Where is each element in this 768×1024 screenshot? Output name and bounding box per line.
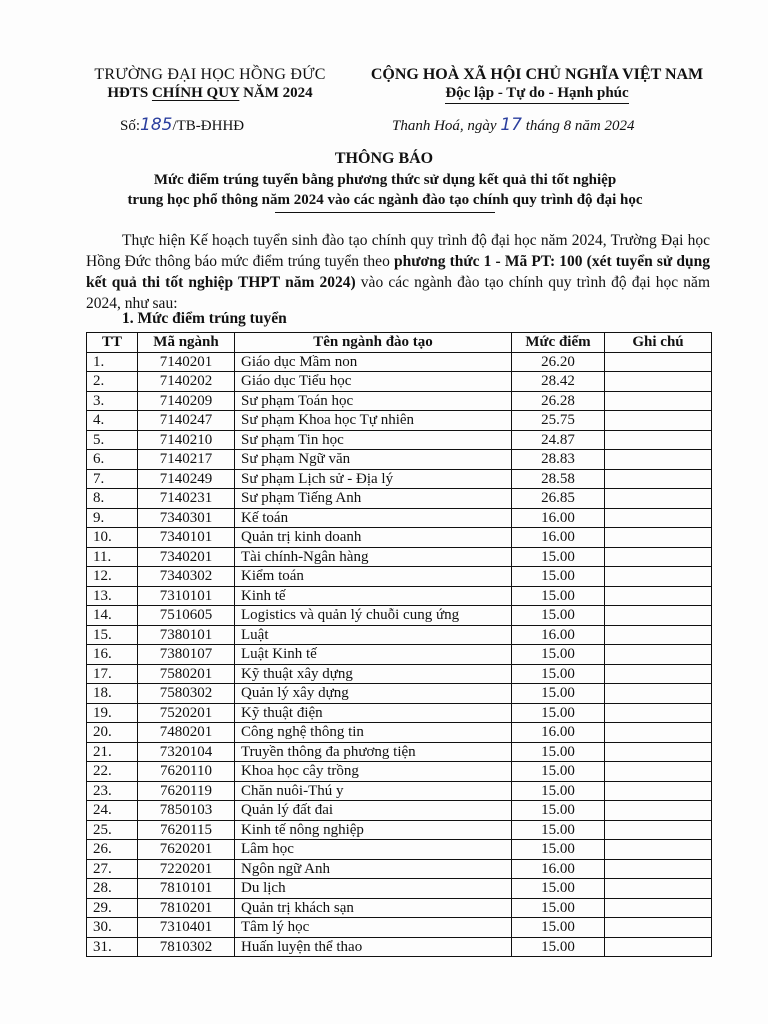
score: 16.00 xyxy=(512,723,605,743)
major-name: Sư phạm Tiếng Anh xyxy=(235,489,512,509)
table-row xyxy=(87,684,712,704)
intro-text-1: Thực hiện Kế hoạch tuyển sinh đào tạo chính quy trình độ đại học năm 2024, Trường Đại học Hồng Đức thông báo mức điểm trúng tuyển theo xyxy=(86,232,710,270)
intro-paragraph xyxy=(86,230,710,314)
note xyxy=(605,372,712,392)
table-row xyxy=(87,898,712,918)
note xyxy=(605,684,712,704)
note xyxy=(605,450,712,470)
major-code: 7380107 xyxy=(138,645,235,665)
subtitle-line2: trung học phổ thông năm 2024 vào các ngành đào tạo chính quy trình độ đại học xyxy=(127,192,643,208)
national-title: CỘNG HOÀ XÃ HỘI CHỦ NGHĨA VIỆT NAM xyxy=(370,66,704,83)
table-row xyxy=(87,742,712,762)
table-row xyxy=(87,567,712,587)
row-number: 28. xyxy=(87,879,138,899)
note xyxy=(605,703,712,723)
note xyxy=(605,801,712,821)
major-code: 7580302 xyxy=(138,684,235,704)
subtitle-line1: Mức điểm trúng tuyển bằng phương thức sử dụng kết quả thi tốt nghiệp xyxy=(153,172,617,188)
national-motto: Độc lập - Tự do - Hạnh phúc xyxy=(445,85,628,104)
table-row xyxy=(87,625,712,645)
note xyxy=(605,664,712,684)
major-code: 7140202 xyxy=(138,372,235,392)
score: 15.00 xyxy=(512,937,605,957)
note xyxy=(605,937,712,957)
major-name: Công nghệ thông tin xyxy=(235,723,512,743)
major-code: 7850103 xyxy=(138,801,235,821)
score: 25.75 xyxy=(512,411,605,431)
major-name: Quản lý đất đai xyxy=(235,801,512,821)
score: 15.00 xyxy=(512,762,605,782)
major-name: Sư phạm Toán học xyxy=(235,391,512,411)
score: 15.00 xyxy=(512,606,605,626)
table-body xyxy=(87,352,712,957)
major-name: Luật xyxy=(235,625,512,645)
note xyxy=(605,430,712,450)
row-number: 19. xyxy=(87,703,138,723)
major-name: Luật Kinh tế xyxy=(235,645,512,665)
major-code: 7140217 xyxy=(138,450,235,470)
major-name: Quản lý xây dựng xyxy=(235,684,512,704)
row-number: 27. xyxy=(87,859,138,879)
table-row xyxy=(87,391,712,411)
row-number: 11. xyxy=(87,547,138,567)
major-name: Kinh tế xyxy=(235,586,512,606)
row-number: 26. xyxy=(87,840,138,860)
row-number: 18. xyxy=(87,684,138,704)
table-row xyxy=(87,430,712,450)
row-number: 8. xyxy=(87,489,138,509)
table-row xyxy=(87,820,712,840)
major-name: Tài chính-Ngân hàng xyxy=(235,547,512,567)
note xyxy=(605,489,712,509)
major-name: Sư phạm Lịch sử - Địa lý xyxy=(235,469,512,489)
table-row xyxy=(87,489,712,509)
row-number: 15. xyxy=(87,625,138,645)
score: 15.00 xyxy=(512,664,605,684)
score: 28.42 xyxy=(512,372,605,392)
admission-score-table xyxy=(86,332,712,957)
table-row xyxy=(87,840,712,860)
table-row xyxy=(87,450,712,470)
major-name: Giáo dục Tiểu học xyxy=(235,372,512,392)
row-number: 24. xyxy=(87,801,138,821)
score: 15.00 xyxy=(512,781,605,801)
major-code: 7140247 xyxy=(138,411,235,431)
score: 26.28 xyxy=(512,391,605,411)
note xyxy=(605,820,712,840)
table-row xyxy=(87,508,712,528)
row-number: 23. xyxy=(87,781,138,801)
major-code: 7620110 xyxy=(138,762,235,782)
score: 16.00 xyxy=(512,859,605,879)
row-number: 16. xyxy=(87,645,138,665)
header-score: Mức điểm xyxy=(512,333,605,353)
note xyxy=(605,645,712,665)
major-code: 7810302 xyxy=(138,937,235,957)
note xyxy=(605,469,712,489)
table-row xyxy=(87,528,712,548)
row-number: 1. xyxy=(87,352,138,372)
table-header-row xyxy=(87,333,712,353)
major-code: 7620119 xyxy=(138,781,235,801)
major-code: 7810201 xyxy=(138,898,235,918)
document-date xyxy=(392,115,634,135)
major-code: 7480201 xyxy=(138,723,235,743)
row-number: 17. xyxy=(87,664,138,684)
major-code: 7340101 xyxy=(138,528,235,548)
date-prefix: Thanh Hoá, ngày xyxy=(392,118,497,134)
note xyxy=(605,918,712,938)
major-name: Quản trị kinh doanh xyxy=(235,528,512,548)
major-code: 7340302 xyxy=(138,567,235,587)
row-number: 5. xyxy=(87,430,138,450)
table-row xyxy=(87,918,712,938)
major-name: Ngôn ngữ Anh xyxy=(235,859,512,879)
docno-prefix: Số: xyxy=(120,118,141,134)
row-number: 21. xyxy=(87,742,138,762)
date-day-handwritten: 17 xyxy=(500,115,522,135)
major-name: Lâm học xyxy=(235,840,512,860)
major-name: Sư phạm Khoa học Tự nhiên xyxy=(235,411,512,431)
row-number: 4. xyxy=(87,411,138,431)
issuer-block xyxy=(80,66,340,102)
table-row xyxy=(87,781,712,801)
row-number: 29. xyxy=(87,898,138,918)
major-name: Kỹ thuật điện xyxy=(235,703,512,723)
row-number: 31. xyxy=(87,937,138,957)
table-row xyxy=(87,801,712,821)
note xyxy=(605,391,712,411)
docno-suffix: /TB-ĐHHĐ xyxy=(172,118,245,134)
header-major: Tên ngành đào tạo xyxy=(235,333,512,353)
major-code: 7140249 xyxy=(138,469,235,489)
major-code: 7510605 xyxy=(138,606,235,626)
major-name: Khoa học cây trồng xyxy=(235,762,512,782)
score: 28.83 xyxy=(512,450,605,470)
major-code: 7320104 xyxy=(138,742,235,762)
note xyxy=(605,567,712,587)
score: 15.00 xyxy=(512,547,605,567)
score: 15.00 xyxy=(512,567,605,587)
header-note: Ghi chú xyxy=(605,333,712,353)
major-name: Giáo dục Mầm non xyxy=(235,352,512,372)
major-code: 7140201 xyxy=(138,352,235,372)
note xyxy=(605,742,712,762)
table-row xyxy=(87,411,712,431)
score: 26.20 xyxy=(512,352,605,372)
major-name: Tâm lý học xyxy=(235,918,512,938)
major-name: Chăn nuôi-Thú y xyxy=(235,781,512,801)
table-row xyxy=(87,723,712,743)
note xyxy=(605,879,712,899)
table-row xyxy=(87,645,712,665)
major-name: Sư phạm Tin học xyxy=(235,430,512,450)
major-code: 7140231 xyxy=(138,489,235,509)
major-name: Kế toán xyxy=(235,508,512,528)
score: 28.58 xyxy=(512,469,605,489)
table-row xyxy=(87,879,712,899)
score: 24.87 xyxy=(512,430,605,450)
note xyxy=(605,528,712,548)
major-code: 7220201 xyxy=(138,859,235,879)
score: 15.00 xyxy=(512,918,605,938)
row-number: 10. xyxy=(87,528,138,548)
major-name: Quản trị khách sạn xyxy=(235,898,512,918)
row-number: 7. xyxy=(87,469,138,489)
row-number: 22. xyxy=(87,762,138,782)
score: 15.00 xyxy=(512,742,605,762)
score: 15.00 xyxy=(512,801,605,821)
docno-handwritten: 185 xyxy=(140,115,173,135)
section-heading: 1. Mức điểm trúng tuyển xyxy=(122,310,287,327)
score: 16.00 xyxy=(512,528,605,548)
major-name: Logistics và quản lý chuỗi cung ứng xyxy=(235,606,512,626)
document-subtitle xyxy=(60,170,710,213)
major-code: 7140210 xyxy=(138,430,235,450)
table-row xyxy=(87,937,712,957)
score: 15.00 xyxy=(512,586,605,606)
university-name: TRƯỜNG ĐẠI HỌC HỒNG ĐỨC xyxy=(94,66,326,83)
score: 15.00 xyxy=(512,703,605,723)
date-suffix: tháng 8 năm 2024 xyxy=(525,118,635,134)
note xyxy=(605,840,712,860)
row-number: 14. xyxy=(87,606,138,626)
score: 15.00 xyxy=(512,645,605,665)
score: 15.00 xyxy=(512,898,605,918)
major-name: Du lịch xyxy=(235,879,512,899)
row-number: 9. xyxy=(87,508,138,528)
score: 26.85 xyxy=(512,489,605,509)
table-row xyxy=(87,664,712,684)
major-code: 7620201 xyxy=(138,840,235,860)
note xyxy=(605,586,712,606)
table-row xyxy=(87,372,712,392)
score: 15.00 xyxy=(512,840,605,860)
table-row xyxy=(87,469,712,489)
note xyxy=(605,723,712,743)
major-code: 7140209 xyxy=(138,391,235,411)
note xyxy=(605,898,712,918)
subtitle-underline xyxy=(275,212,495,213)
score: 16.00 xyxy=(512,508,605,528)
note xyxy=(605,859,712,879)
note xyxy=(605,781,712,801)
table-row xyxy=(87,606,712,626)
note xyxy=(605,606,712,626)
council-prefix: HĐTS xyxy=(107,85,152,101)
note xyxy=(605,411,712,431)
council-suffix: NĂM 2024 xyxy=(239,85,313,101)
table-row xyxy=(87,762,712,782)
major-name: Kinh tế nông nghiệp xyxy=(235,820,512,840)
table-row xyxy=(87,547,712,567)
major-code: 7520201 xyxy=(138,703,235,723)
score: 15.00 xyxy=(512,820,605,840)
intro-bold: phương thức 1 - Mã PT: 100 (xét tuyển sử dụng kết quả thi tốt nghiệp THPT năm 2024) xyxy=(86,253,710,291)
major-code: 7310401 xyxy=(138,918,235,938)
major-name: Kỹ thuật xây dựng xyxy=(235,664,512,684)
score: 15.00 xyxy=(512,879,605,899)
major-code: 7310101 xyxy=(138,586,235,606)
admission-council xyxy=(107,85,312,102)
document-title: THÔNG BÁO xyxy=(334,150,434,167)
national-block xyxy=(352,66,722,104)
table-row xyxy=(87,586,712,606)
score: 16.00 xyxy=(512,625,605,645)
major-code: 7620115 xyxy=(138,820,235,840)
major-name: Truyền thông đa phương tiện xyxy=(235,742,512,762)
note xyxy=(605,547,712,567)
table-row xyxy=(87,703,712,723)
row-number: 12. xyxy=(87,567,138,587)
row-number: 13. xyxy=(87,586,138,606)
table-row xyxy=(87,859,712,879)
row-number: 25. xyxy=(87,820,138,840)
row-number: 6. xyxy=(87,450,138,470)
major-name: Sư phạm Ngữ văn xyxy=(235,450,512,470)
row-number: 20. xyxy=(87,723,138,743)
note xyxy=(605,625,712,645)
note xyxy=(605,352,712,372)
note xyxy=(605,762,712,782)
table-row xyxy=(87,352,712,372)
note xyxy=(605,508,712,528)
row-number: 2. xyxy=(87,372,138,392)
document-number xyxy=(120,115,244,135)
score: 15.00 xyxy=(512,684,605,704)
council-underlined: CHÍNH QUY xyxy=(151,85,240,101)
major-code: 7380101 xyxy=(138,625,235,645)
major-code: 7810101 xyxy=(138,879,235,899)
header-code: Mã ngành xyxy=(138,333,235,353)
row-number: 30. xyxy=(87,918,138,938)
header-tt: TT xyxy=(87,333,138,353)
major-name: Kiểm toán xyxy=(235,567,512,587)
major-code: 7340301 xyxy=(138,508,235,528)
major-name: Huấn luyện thể thao xyxy=(235,937,512,957)
major-code: 7340201 xyxy=(138,547,235,567)
row-number: 3. xyxy=(87,391,138,411)
intro-text-2: vào các ngành đào tạo chính quy trình độ đại học năm 2024, như sau: xyxy=(86,274,710,312)
major-code: 7580201 xyxy=(138,664,235,684)
